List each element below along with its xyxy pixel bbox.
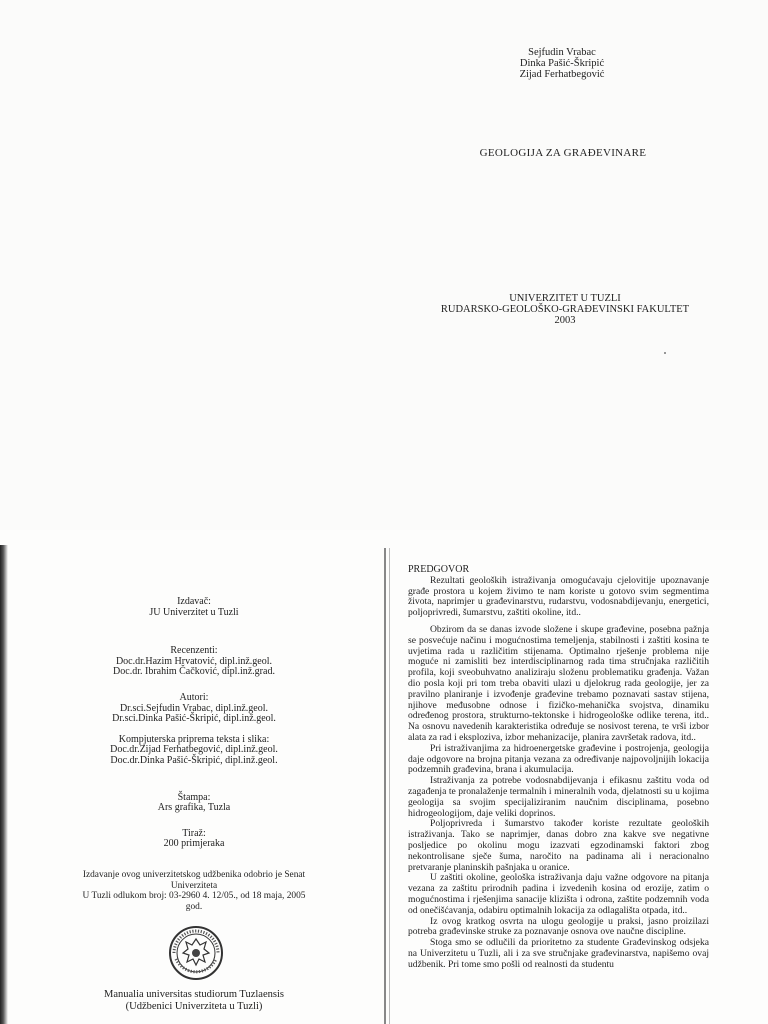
- book-spine-line: [384, 548, 386, 1024]
- preface-page: [408, 565, 709, 970]
- author-name: Zijad Ferhatbegović: [519, 69, 605, 80]
- preface-paragraph: Poljoprivreda i šumarstvo također koriste rezultate geoloških istraživanja. Tako se naprimjer, danas dobro zna kakve sve negativne posljedice po okolinu mogu izazvati egzodinamski faktori zbog nekontrolisane sječe šuma, naročito na padinama ali i neracionalno pretvaranje planinskih pašnjaka u oranice.: [408, 818, 709, 873]
- preface-paragraph: Stoga smo se odlučili da prioritetno za studente Građevinskog odsjeka na Univerzitetu u Tuzli, ali i za sve stručnjake građevinarstva, napišemo ovaj udžbenik. Pri tome smo pošli od realnosti da studentu: [408, 937, 709, 970]
- series-local: (Udžbenici Univerziteta u Tuzli): [125, 1000, 263, 1012]
- imprint-page: [74, 597, 314, 927]
- scan-speck: [664, 352, 666, 354]
- typesetting-credit: Doc.dr.Zijad Ferhatbegović, dipl.inž.geol.: [110, 744, 278, 756]
- author-credit: Dr.sci.Sejfudin Vrabac, dipl.inž.geol.: [119, 702, 269, 714]
- preface-paragraph: Pri istraživanjima za hidroenergetske građevine i postrojenja, geologija daje odgovore na brojna pitanja vezana za određivanje najpovoljnijih lokacija podzemnih građevina, brana i akumulacija.: [408, 742, 709, 776]
- reviewer-name: Doc.dr.Hazim Hrvatović, dipl.inž.geol.: [115, 655, 273, 667]
- preface-paragraph: Istraživanja za potrebe vodosnabdijevanja i efikasnu zaštitu voda od zagađenja te pronalaženje termalnih i mineralnih voda, djelatnosti su u kojima geologija sa svojim specijaliziranim naučnim disciplinama, posebno hidrogeologijom, daje veliki doprinos.: [408, 775, 709, 819]
- page-edge-shadow: [0, 545, 8, 1024]
- author-name: Sejfudin Vrabac: [528, 47, 596, 58]
- preface-heading: PREDGOVOR: [408, 564, 470, 575]
- preface-paragraph: U zaštiti okoline, geološka istraživanja daju važne odgovore na pitanja vezana za zaštitu prirodnih padina i izvedenih kosina od erozije, zatim o mogućnostima i rješenjima sanacije klizišta i odrona, zaštite podzemnih voda od onečišćavanja, odabiru optimalnih lokacija za odlagališta otpada, itd..: [408, 872, 709, 916]
- series-latin: Manualia universitas studiorum Tuzlaensis: [104, 989, 284, 1000]
- print-label: Štampa:: [177, 791, 211, 803]
- author-list: [462, 47, 662, 80]
- author-credit: Dr.sci.Dinka Pašić-Škripić, dipl.inž.geol.: [112, 713, 276, 725]
- university-name: UNIVERZITET U TUZLI: [509, 293, 621, 304]
- faculty-name: RUDARSKO-GEOLOŠKO-GRAĐEVINSKI FAKULTET: [440, 304, 690, 315]
- senate-approval: Izdavanje ovog univerzitetskog udžbenika odobrio je Senat Univerziteta: [82, 869, 306, 891]
- senate-approval: U Tuzli odlukom broj: 03-2960 4. 12/05., od 18 maja, 2005 god.: [82, 891, 306, 912]
- book-spine-line: [389, 548, 390, 1024]
- authors-label: Autori:: [179, 691, 209, 703]
- publisher-name: JU Univerzitet u Tuzli: [149, 606, 239, 618]
- typesetting-label: Kompjuterska priprema teksta i slika:: [118, 733, 270, 745]
- institution-block: [390, 293, 740, 326]
- preface-paragraph: Iz ovog kratkog osvrta na ulogu geologije u praksi, jasno proizilazi potreba građevinske struke za poznavanje osnova ove naučne discipline.: [408, 915, 709, 938]
- preface-paragraph: Rezultati geoloških istraživanja omogućavaju cjelovitije upoznavanje građe prostora u kojem živimo te nam koriste u gotovo svim segmentima života, naprimjer u građevinarstvu, rudarstvu, vodosnabdijevanju, energetici, poljoprivredi, šumarstvu, zaštiti okoline, itd..: [408, 574, 709, 619]
- printer-name: Ars grafika, Tuzla: [157, 802, 231, 814]
- author-name: Dinka Pašić-Škripić: [519, 58, 605, 69]
- preface-paragraph: Obzirom da se danas izvode složene i skupe građevine, posebna pažnja se posvećuje načinu i mogućnostima temeljenja, stabilnosti i zaštiti kosina te uvjetima rada u različitim stijenama. Optimalno rješenje problema nije moguće ni zamisliti bez interdisciplinarnog rada tima stručnjaka različitih profila, koji sveobuhvatno analiziraju složenu problematiku građenja. Važan dio posla koji pri tom treba obaviti ulazi u djelokrug rada geologije, jer za pravilno planiranje i izvođenje građevine trebamo poznavati sastav stijena, njihove međusobne odnose i fizičko-mehanička svojstva, dinamiku određenog prostora, strukturno-tektonske i hidrogeološke odlike terena, itd.. Na osnovu navedenih karakteristika određuje se nosivost terena, te vrši izbor alata za rad i eksploziva, izbor mehanizacije, planira završetak radova, itd..: [408, 623, 709, 743]
- book-title: GEOLOGIJA ZA GRAĐEVINARE: [479, 147, 647, 159]
- reviewers-label: Recenzenti:: [170, 645, 218, 657]
- copies-label: Tiraž:: [182, 827, 206, 839]
- publication-year: 2003: [554, 315, 576, 326]
- reviewer-name: Doc.dr. Ibrahim Čačković, dipl.inž.grad.: [113, 666, 275, 678]
- university-seal-icon: [168, 925, 224, 981]
- publisher-label: Izdavač:: [177, 596, 211, 607]
- copies-count: 200 primjeraka: [163, 838, 225, 850]
- series-title: [74, 989, 314, 1012]
- typesetting-credit: Doc.dr.Dinka Pašić-Škripić, dipl.inž.geol.: [110, 754, 278, 766]
